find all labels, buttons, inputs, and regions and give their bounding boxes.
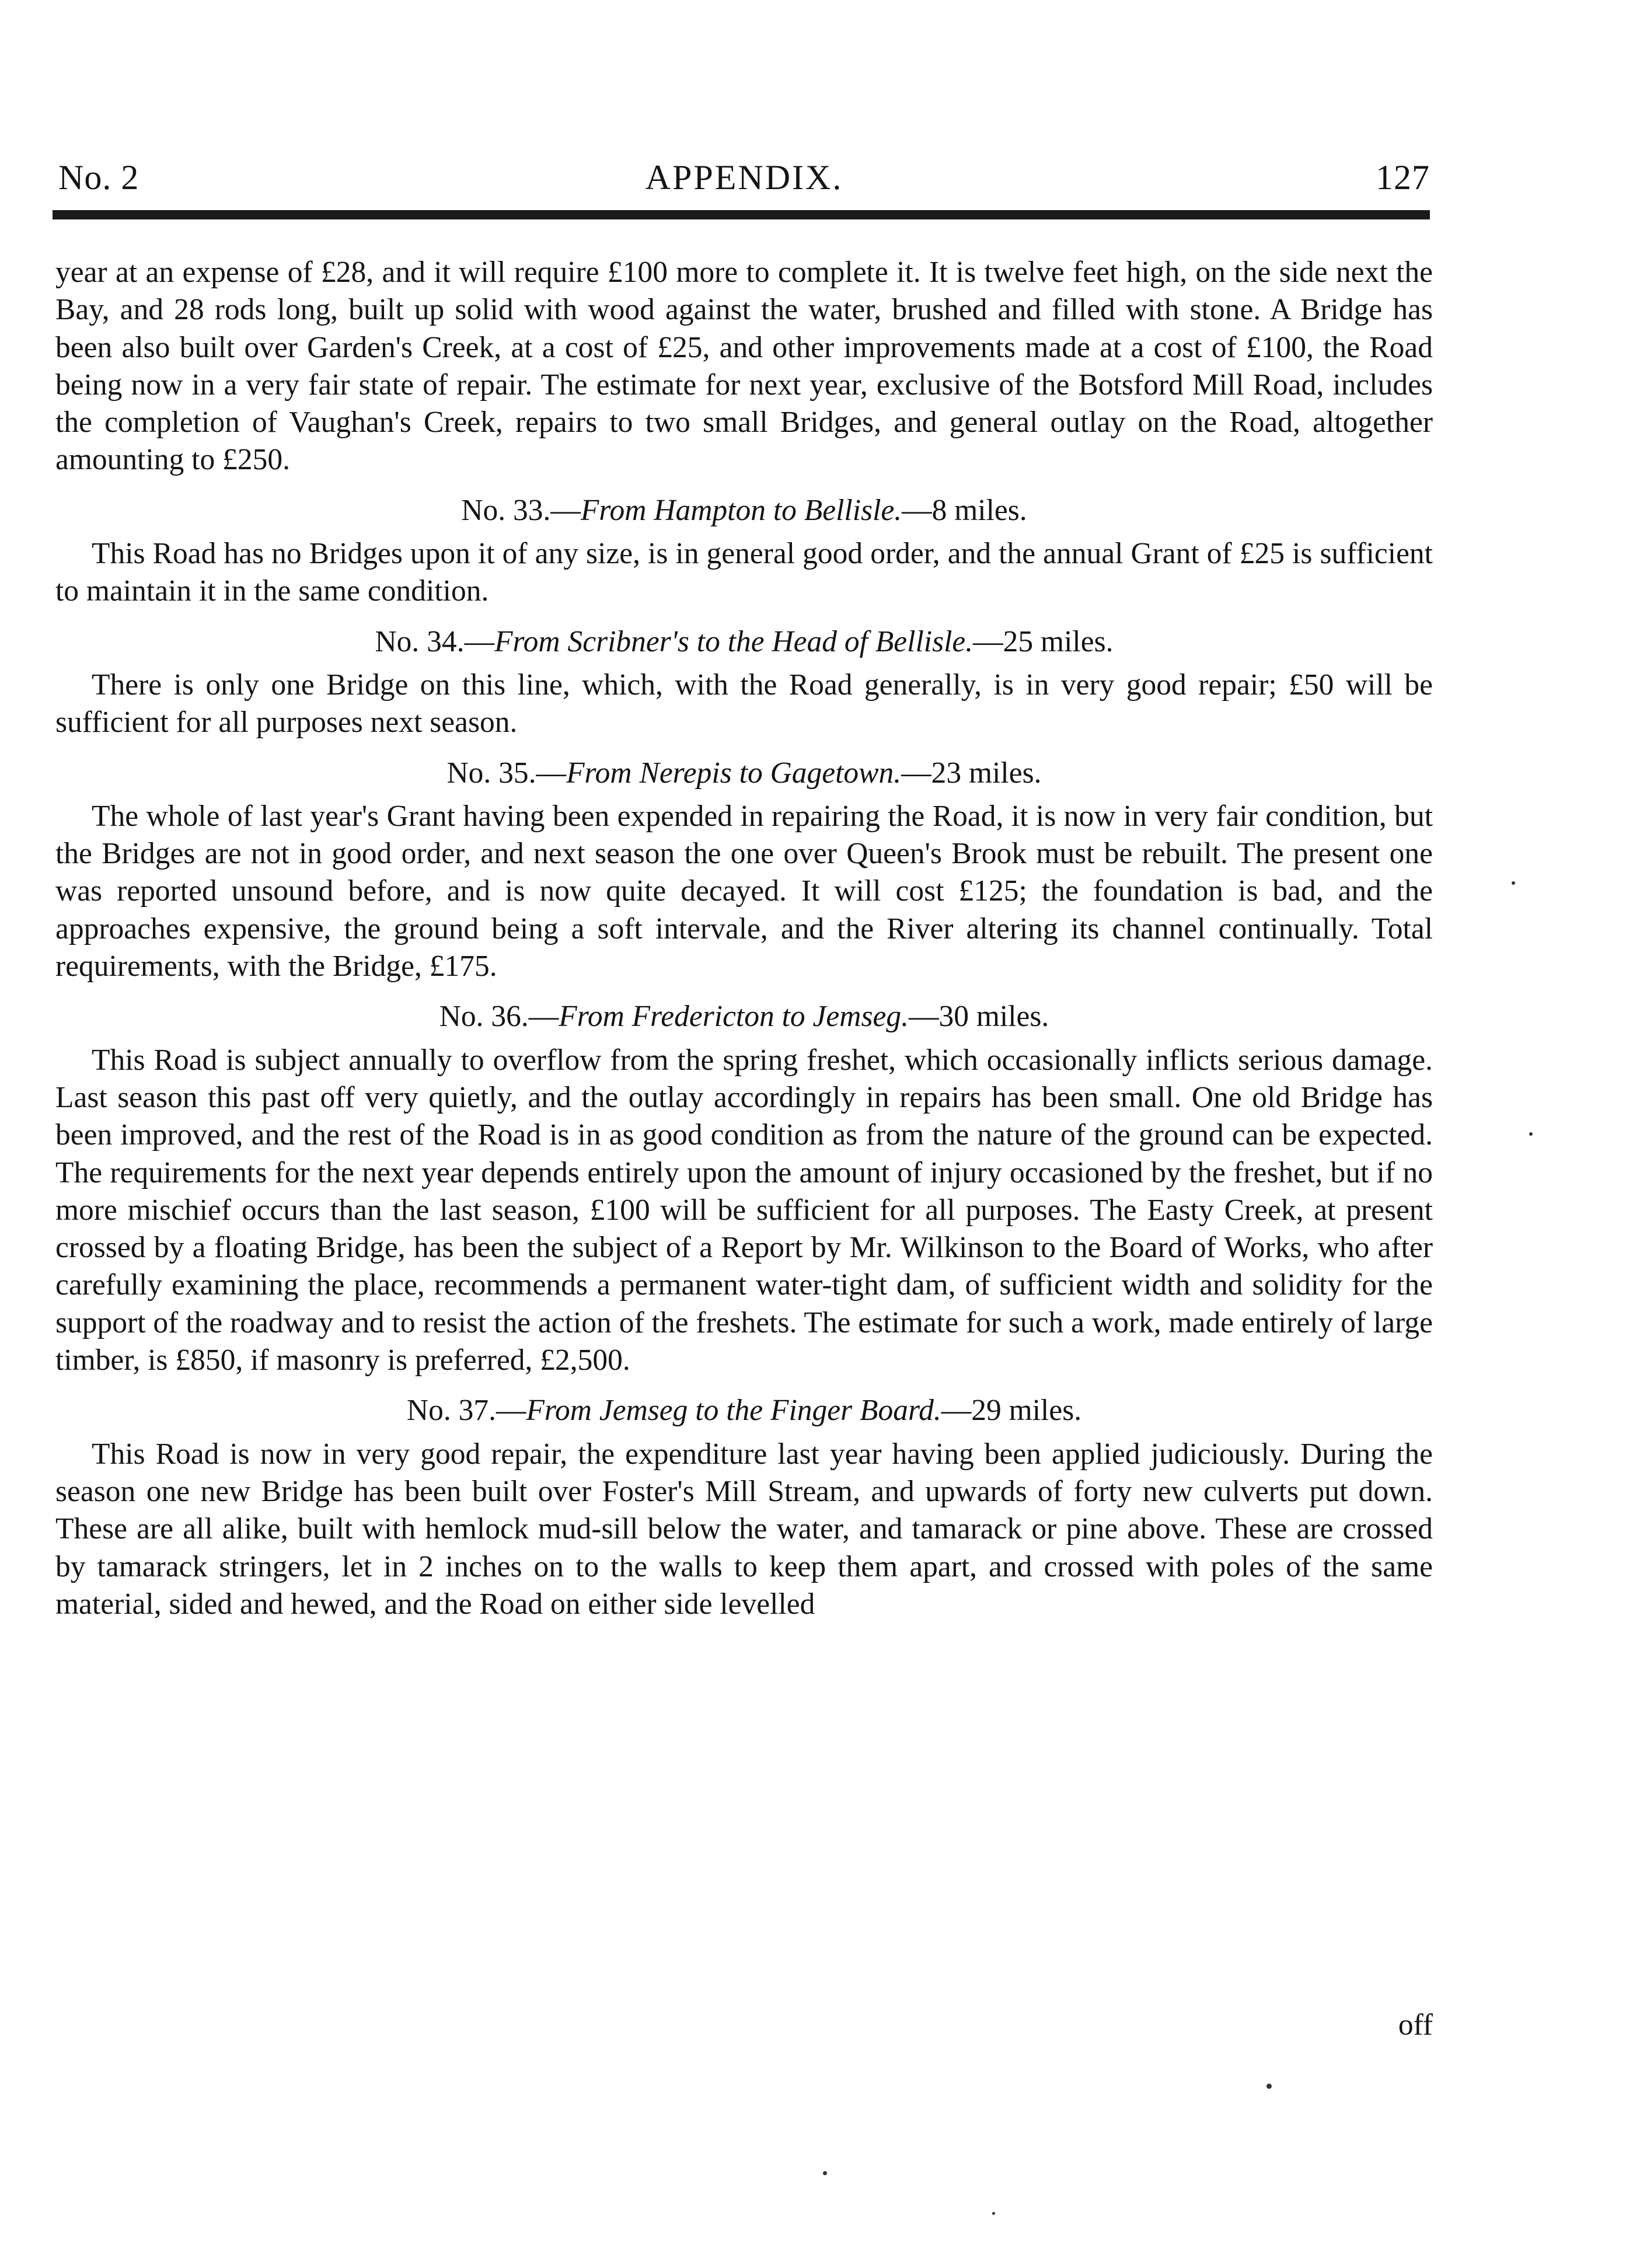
section-number: No. 37. <box>406 1394 496 1428</box>
section-title: From Hampton to Bellisle. <box>580 493 902 527</box>
intro-paragraph: year at an expense of £28, and it will require £100 more to complete it. It is twelve feet high, on the side next the Bay, and 28 rods long, built up solid with wood against the water, brushed and filled with stone. A Bridge has been also built over Garden's Creek, at a cost of £25, and other improvements made at a cost of £100, the Road being now in a very fair state of repair. The estimate for next year, exclusive of the Botsford Mill Road, includes the completion of Vaughan's Creek, repairs to two small Bridges, and general outlay on the Road, altogether amounting to £250. <box>55 256 1433 477</box>
catchword: off <box>1398 2008 1433 2042</box>
running-header <box>58 158 1430 204</box>
section-distance: 30 miles. <box>938 1000 1049 1034</box>
section-label: No. 2 <box>58 158 139 197</box>
section-heading: No. 36.—From Fredericton to Jemseg.—30 miles. <box>439 1000 1049 1034</box>
section-paragraph: There is only one Bridge on this line, which, with the Road generally, is in very good repair; £50 will be sufficient for all purposes next season. <box>55 668 1433 739</box>
section-heading: No. 35.—From Nerepis to Gagetown.—23 miles. <box>446 756 1042 790</box>
section-paragraph: The whole of last year's Grant having been expended in repairing the Road, it is now in very fair condition, but the Bridges are not in good order, and next season the one over Queen's Brook must be rebuilt. The present one was reported unsound before, and is now quite decayed. It will cost £125; the foundation is bad, and the approaches expensive, the ground being a soft intervale, and the River altering its channel continually. Total requirements, with the Bridge, £175. <box>55 799 1433 983</box>
running-title: APPENDIX. <box>645 158 843 197</box>
scan-speck <box>992 2212 995 2215</box>
scan-speck <box>1512 881 1515 885</box>
section-heading: No. 37.—From Jemseg to the Finger Board.—29 miles. <box>406 1394 1082 1428</box>
section-distance: 8 miles. <box>931 493 1027 527</box>
section-distance: 25 miles. <box>1003 624 1114 658</box>
page-number: 127 <box>1376 158 1430 197</box>
section-paragraph: This Road is now in very good repair, the expenditure last year having been applied judiciously. During the season one new Bridge has been built over Foster's Mill Stream, and upwards of forty new culverts put down. These are all alike, built with hemlock mud-sill below the water, and tamarack or pine above. These are crossed by tamarack stringers, let in 2 inches on to the walls to keep them apart, and crossed with poles of the same material, sided and hewed, and the Road on either side levelled <box>55 1437 1433 1621</box>
section-paragraph: This Road has no Bridges upon it of any size, is in general good order, and the annual Grant of £25 is sufficient to maintain it in the same condition. <box>55 537 1433 608</box>
section-heading: No. 33.—From Hampton to Bellisle.—8 miles. <box>461 493 1027 527</box>
section-title: From Fredericton to Jemseg. <box>559 1000 909 1034</box>
section-paragraph: This Road is subject annually to overflow from the spring freshet, which occasionally inflicts serious damage. Last season this past off very quietly, and the outlay accordingly in repairs has been small. One old Bridge has been improved, and the rest of the Road is in as good condition as from the nature of the ground can be expected. The requirements for the next year depends entirely upon the amount of injury occasioned by the freshet, but if no more mischief occurs than the last season, £100 will be sufficient for all purposes. The Easty Creek, at present crossed by a floating Bridge, has been the subject of a Report by Mr. Wilkinson to the Board of Works, who after carefully examining the place, recommends a permanent water-tight dam, of sufficient width and solidity for the support of the roadway and to resist the action of the freshets. The estimate for such a work, made entirely of large timber, is £850, if masonry is preferred, £2,500. <box>55 1043 1433 1377</box>
section-title: From Nerepis to Gagetown. <box>566 756 902 790</box>
section-number: No. 34. <box>375 624 465 658</box>
section-heading: No. 34.—From Scribner's to the Head of Bellisle.—25 miles. <box>375 624 1114 658</box>
section-number: No. 36. <box>439 1000 529 1034</box>
scan-speck <box>1266 2084 1272 2089</box>
section-number: No. 35. <box>446 756 536 790</box>
body-text <box>55 254 1433 1623</box>
section-distance: 29 miles. <box>971 1394 1082 1428</box>
scan-speck <box>1529 1132 1533 1136</box>
section-number: No. 33. <box>461 493 551 527</box>
section-title: From Jemseg to the Finger Board. <box>526 1394 941 1428</box>
header-rule <box>53 210 1430 219</box>
section-title: From Scribner's to the Head of Bellisle. <box>494 624 973 658</box>
scan-speck <box>823 2171 827 2175</box>
section-distance: 23 miles. <box>931 756 1042 790</box>
